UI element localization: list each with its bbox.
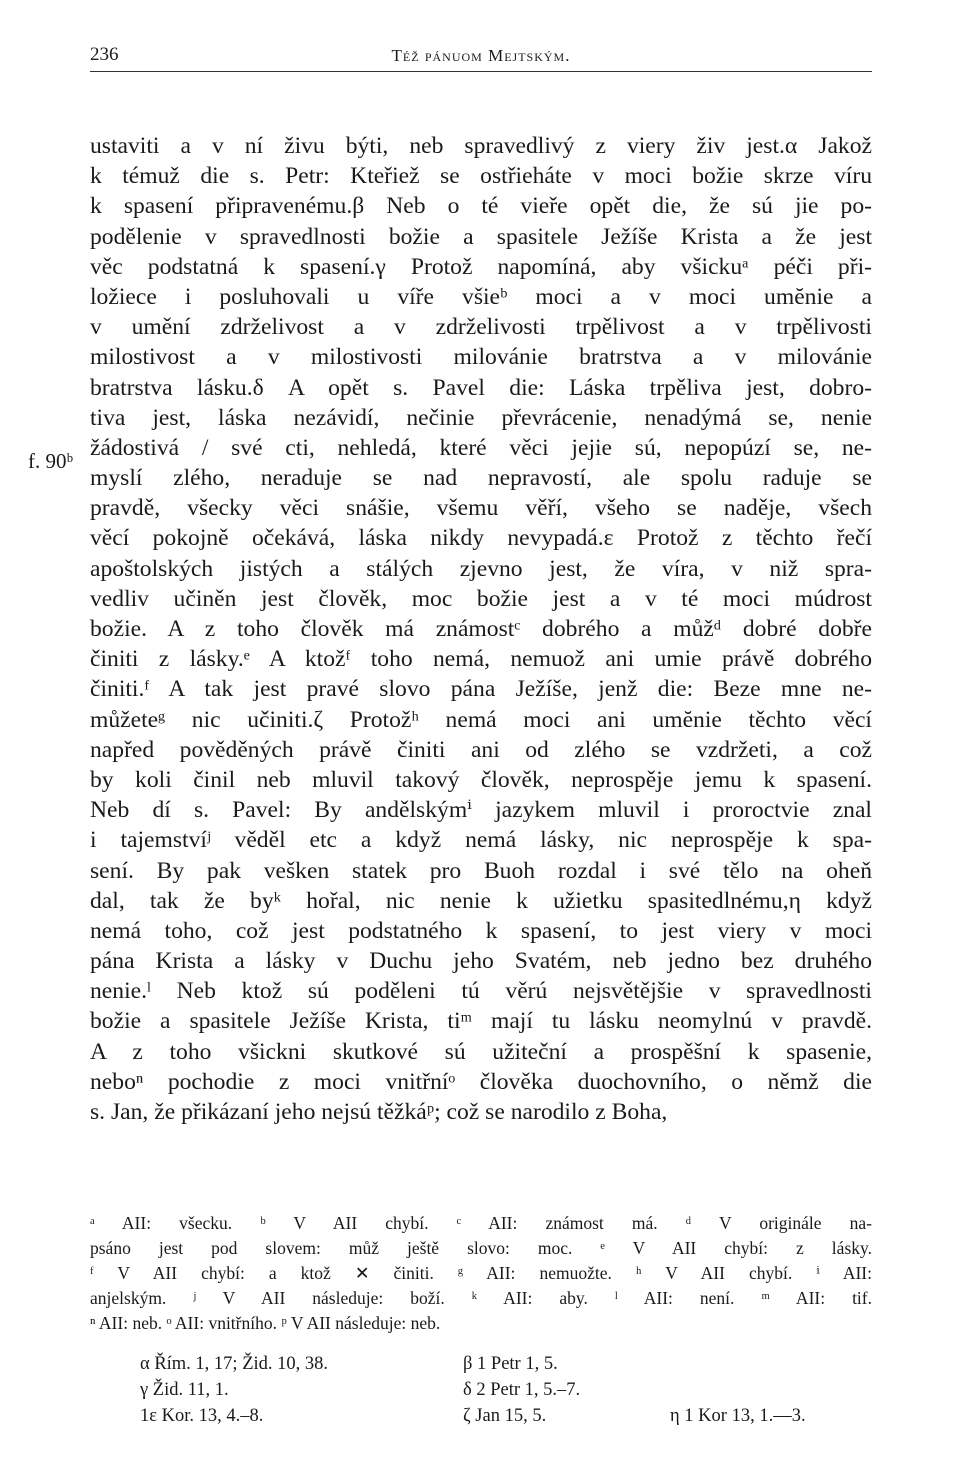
reference-entry: β 1 Petr 1, 5. — [463, 1354, 558, 1374]
text-line: v umění zdrželivost a v zdrželivosti trpělivost a v trpělivosti — [90, 314, 872, 341]
text-line: božie a spasitele Ježíše Krista, tiᵐ mají tu lásku neomylnú v pravdě. — [90, 1008, 872, 1035]
text-line: nemá toho, což jest podstatného k spasení, to jest viery v moci — [90, 917, 872, 944]
text-line: A z toho všickni skutkové sú užiteční a prospěšní k spasenie, — [90, 1038, 872, 1065]
reference-row — [140, 1351, 870, 1377]
text-line: tiva jest, láska nezávidí, nečinie převrácenie, nenadýmá se, nenie — [90, 404, 872, 431]
footnote-line: psáno jest pod slovem: můž ještě slovo: moc. ᵉ V AII chybí: z lásky. — [90, 1238, 872, 1258]
text-line: k témuž die s. Petr: Kteřiež se ostřieháte v moci božie skrze víru — [90, 163, 872, 190]
text-line: ložiece i posluhovali u víře všieᵇ moci a v moci umĕnie a — [90, 283, 872, 310]
textual-footnotes — [90, 1211, 872, 1336]
header-rule — [90, 71, 872, 72]
text-line: milostivost a v milostivosti milovánie bratrstva a v milovánie — [90, 344, 872, 371]
reference-entry: α Řím. 1, 17; Žid. 10, 38. — [140, 1354, 329, 1374]
scripture-references — [140, 1351, 870, 1429]
text-line: Neb dí s. Pavel: By andělskýmⁱ jazykem mluvil i proroctvie znal — [90, 797, 872, 824]
text-line: věcí pokojně očekává, láska nikdy nevypadá.ε Protož z těchto řečí — [90, 525, 872, 552]
page-number: 236 — [90, 44, 119, 65]
text-line: myslí zlého, neraduje se nad nepravostí, ale spolu raduje se — [90, 465, 872, 492]
reference-entry: η 1 Kor 13, 1.—3. — [670, 1406, 806, 1426]
text-line: božie. A z toho člověk má známostᶜ dobrého a můžᵈ dobré dobře — [90, 616, 872, 642]
text-line: by koli činil neb mluvil takový člověk, neprospěje jemu k spasení. — [90, 766, 872, 793]
reference-row — [140, 1403, 870, 1429]
reference-entry: 1ε Kor. 13, 4.–8. — [140, 1406, 264, 1426]
text-line: i tajemstvíʲ věděl etc a když nemá lásky, nic neprospěje k spa- — [90, 827, 872, 854]
text-line: apoštolských jistých a stálých zjevno jest, že víra, v niž spra- — [90, 555, 872, 582]
page-header — [90, 40, 872, 70]
folio-margin-note: f. 90ᵇ — [28, 449, 73, 473]
text-line: věc podstatná k spasení.γ Protož napomíná, aby všickuᵃ péči při- — [90, 253, 872, 280]
footnote-line: anjelským. ʲ V AII následuje: boží. ᵏ AII: aby. ˡ AII: není. ᵐ AII: tif. — [90, 1288, 872, 1308]
text-line: pravdě, všecky věci snášie, všemu věří, všeho se naděje, všech — [90, 495, 872, 522]
text-line: můžeteᵍ nic učiniti.ζ Protožʰ nemá moci ani umĕnie těchto věcí — [90, 706, 872, 733]
text-line: vedliv učiněn jest člověk, moc božie jest a v té moci múdrost — [90, 585, 872, 612]
text-line: s. Jan, že přikázaní jeho nejsú těžkáᵖ; což se narodilo z Boha, — [90, 1099, 668, 1125]
text-line: ustaviti a v ní živu býti, neb spravedlivý z viery živ jest.α Jakož — [90, 133, 872, 159]
main-text — [90, 131, 872, 1127]
reference-entry: γ Žid. 11, 1. — [140, 1380, 229, 1400]
reference-entry: δ 2 Petr 1, 5.–7. — [463, 1380, 581, 1400]
text-line: nenie.ˡ Neb ktož sú poděleni tú věrú nejsvětějšie v spravedlnosti — [90, 978, 872, 1005]
text-line: dal, tak že byᵏ hořal, nic nenie k užietku spasitedlnému,η když — [90, 887, 872, 914]
footnote-line: ᵃ AII: všecku. ᵇ V AII chybí. ᶜ AII: známost má. ᵈ V originále na- — [90, 1213, 872, 1233]
text-line: napřed pověděných právě činiti ani od zlého se vzdržeti, a což — [90, 736, 872, 763]
text-line: činiti.ᶠ A tak jest pravé slovo pána Ježíše, jenž die: Beze mne ne- — [90, 676, 872, 703]
running-title: Též pánuom Mejtským. — [391, 46, 571, 65]
text-line: k spasení připravenému.β Neb o té vieře opět die, že sú jie po- — [90, 193, 872, 220]
text-line: činiti z lásky.ᵉ A ktožᶠ toho nemá, nemuož ani umie právě dobrého — [90, 646, 872, 673]
footnote-line: ᶠ V AII chybí: a ktož ✕ činiti. ᵍ AII: nemuožte. ʰ V AII chybí. ⁱ AII: — [90, 1263, 872, 1283]
text-line: bratrstva lásku.δ A opět s. Pavel die: Láska trpěliva jest, dobro- — [90, 374, 872, 401]
text-line: sení. By pak vešken statek pro Buoh rozdal i své tělo na oheň — [90, 857, 872, 884]
reference-row — [140, 1377, 870, 1403]
footnote-line: ⁿ AII: neb. ᵒ AII: vnitřního. ᵖ V AII následuje: neb. — [90, 1313, 441, 1333]
reference-entry: ζ Jan 15, 5. — [463, 1406, 547, 1426]
text-line: pána Krista a lásky v Duchu jeho Svatém, neb jedno bez druhého — [90, 948, 872, 975]
text-line: žádostivá / své cti, nehledá, které věci jejie sú, nepopúzí se, ne- — [90, 434, 872, 461]
text-line: neboⁿ pochodie z moci vnitřníᵒ člověka duochovního, o němž die — [90, 1068, 872, 1095]
text-line: podělenie v spravedlnosti božie a spasitele Ježíše Krista a že jest — [90, 223, 872, 250]
